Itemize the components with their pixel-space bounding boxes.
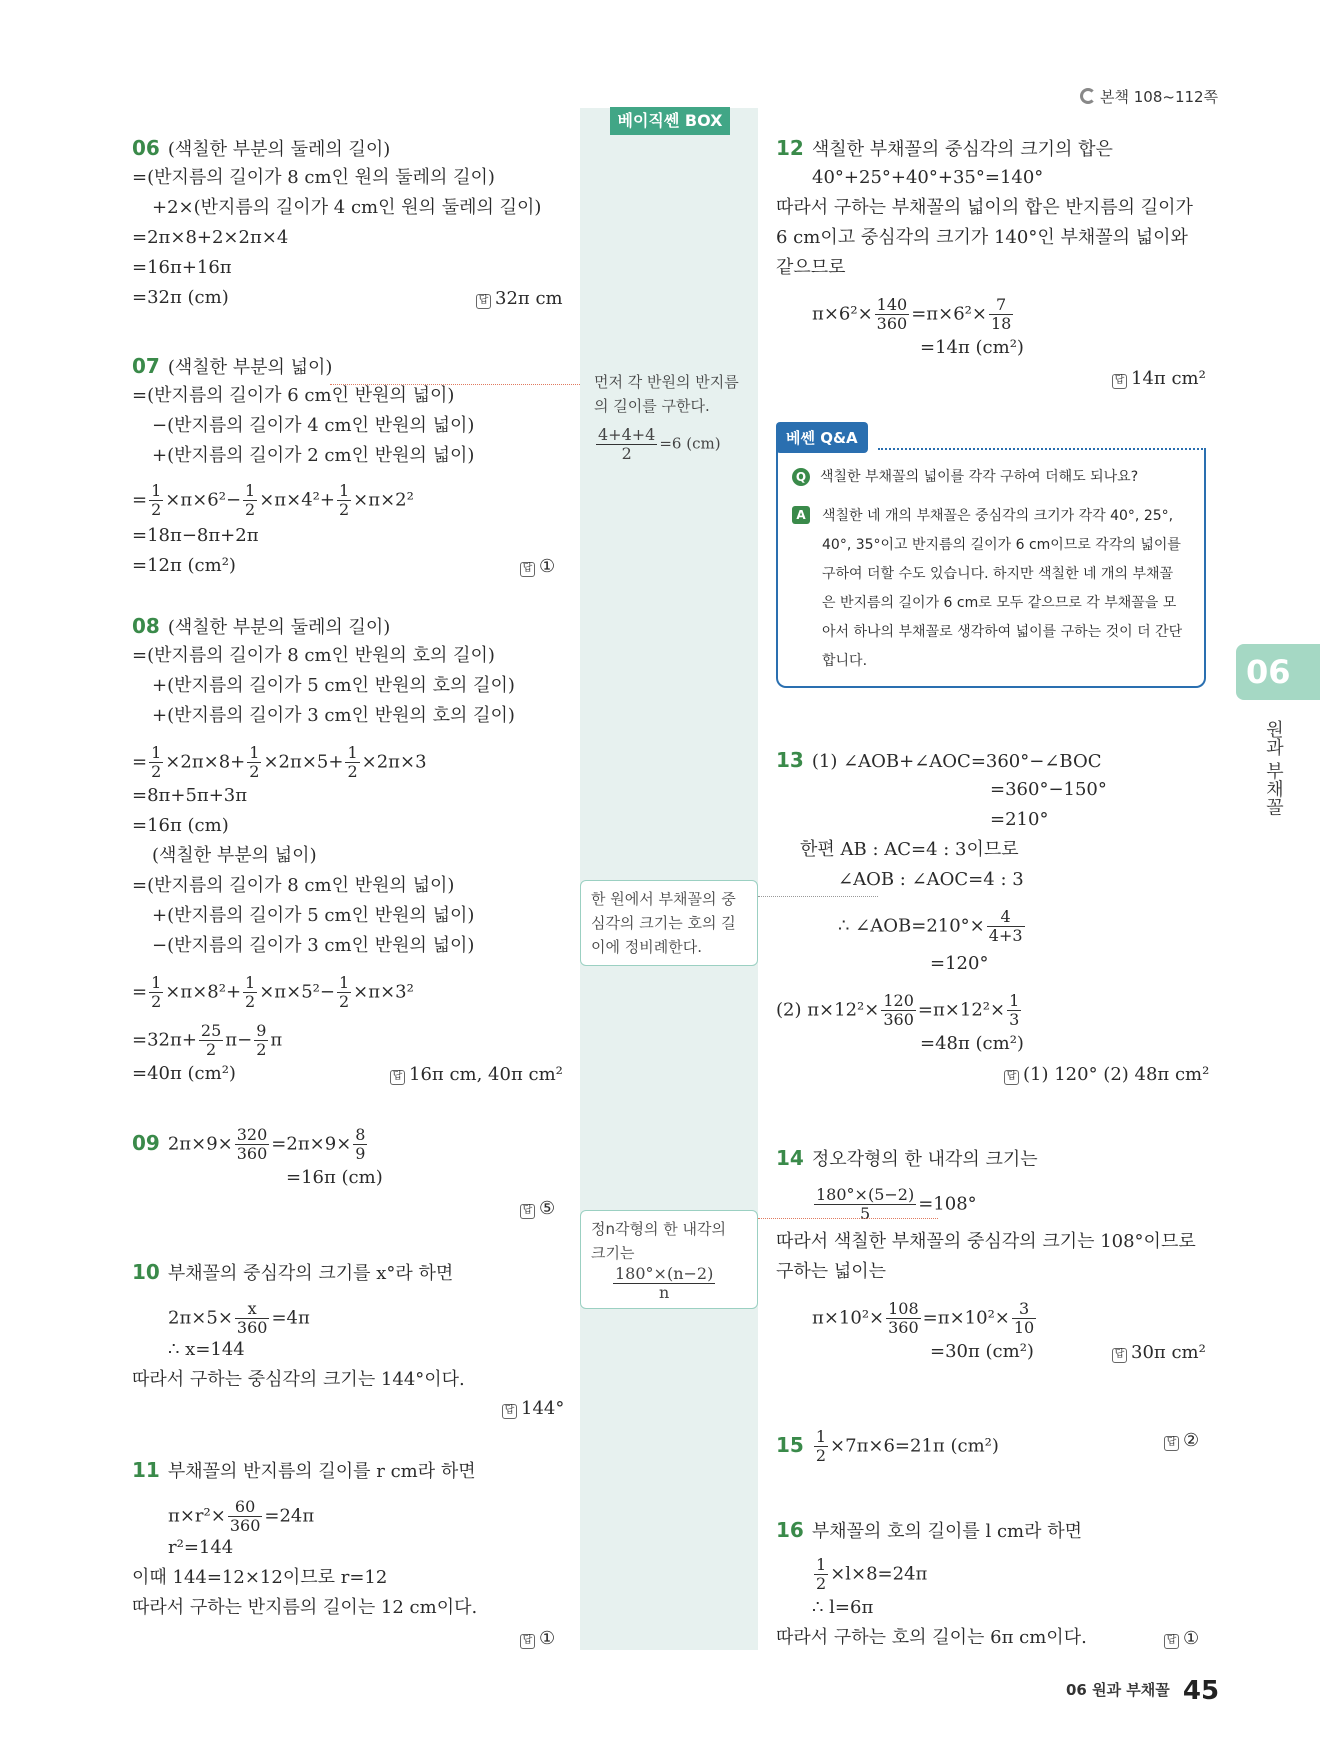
fraction: $\frac{1}{2}$: [245, 973, 256, 1011]
problem-number: 13: [776, 748, 804, 772]
answer-badge-icon: A: [792, 506, 810, 524]
answer: 답 30π cm²: [1112, 1342, 1206, 1363]
chapter-title: 원과 부채꼴: [1263, 720, 1284, 816]
basic-box-label: 베이직쎈 BOX: [610, 107, 730, 135]
answer-icon: 답: [1112, 374, 1127, 389]
fraction: $\frac{320}{360}$: [236, 1125, 268, 1163]
answer-icon: 답: [520, 1204, 535, 1219]
page-number: 45: [1182, 1676, 1220, 1706]
problem-number: 16: [776, 1518, 804, 1542]
answer-icon: 답: [1164, 1436, 1179, 1451]
problem-number: 12: [776, 136, 804, 160]
problem-number: 08: [132, 614, 160, 638]
fraction: $\frac{60}{360}$: [229, 1497, 261, 1535]
answer-icon: 답: [520, 1634, 535, 1649]
answer: 답 (1) 120° (2) 48π cm²: [1004, 1064, 1209, 1085]
fraction: $\frac{180^\circ\times(n-2)}{n}$: [615, 1264, 714, 1302]
answer-icon: 답: [1164, 1634, 1179, 1649]
connector-line: [758, 1218, 938, 1219]
answer-icon: 답: [502, 1404, 517, 1419]
book-icon: [1080, 88, 1096, 104]
fraction: $\frac{1}{2}$: [347, 743, 358, 781]
fraction: $\frac{120}{360}$: [883, 991, 914, 1029]
answer: 답 ⑤: [520, 1198, 555, 1219]
fraction: $\frac{1}{3}$: [1009, 991, 1020, 1029]
problem-number: 09: [132, 1130, 160, 1155]
connector-line: [330, 384, 580, 385]
fraction: $\frac{x}{360}$: [236, 1299, 268, 1337]
fraction: $\frac{140}{360}$: [876, 295, 908, 333]
answer: 답 32π cm: [476, 288, 563, 309]
answer-icon: 답: [520, 562, 535, 577]
fraction: $\frac{1}{2}$: [245, 481, 256, 519]
note-semicircle-radius: 먼저 각 반원의 반지름 의 길이를 구한다. $\frac{4+4+4}{2}$ =6 (cm): [594, 373, 739, 463]
answer-icon: 답: [476, 294, 491, 309]
problem-number: 07: [132, 354, 160, 378]
connector-line: [758, 896, 878, 897]
answer: 답 ①: [520, 556, 555, 577]
answer: 답 14π cm²: [1112, 368, 1206, 389]
answer-icon: 답: [1112, 1348, 1127, 1363]
answer: 답 ①: [520, 1628, 555, 1649]
fraction: $\frac{7}{18}$: [990, 295, 1012, 333]
fraction: $\frac{8}{9}$: [355, 1125, 366, 1163]
fraction: $\frac{4}{4+3}$: [988, 907, 1023, 945]
problem-number: 06: [132, 136, 160, 160]
fraction: $\frac{1}{2}$: [338, 973, 350, 1011]
fraction: $\frac{180^\circ\times(5-2)}{5}$: [816, 1185, 915, 1223]
answer: 답 ①: [1164, 1628, 1199, 1649]
fraction: $\frac{9}{2}$: [256, 1021, 267, 1059]
question-icon: Q: [792, 468, 810, 486]
fraction: $\frac{1}{2}$: [151, 973, 162, 1011]
fraction: $\frac{25}{2}$: [200, 1021, 222, 1059]
fraction: $\frac{4+4+4}{2}$: [598, 425, 656, 463]
fraction: $\frac{1}{2}$: [815, 1427, 827, 1465]
problem-number: 10: [132, 1260, 160, 1284]
answer: 답 144°: [502, 1398, 564, 1419]
fraction: $\frac{108}{360}$: [888, 1299, 919, 1337]
qa-badge: 베쎈 Q&A: [776, 422, 868, 453]
page-footer: 06 원과 부채꼴 45: [1066, 1676, 1220, 1706]
note-polygon-angle: 정n각형의 한 내각의 크기는 $\frac{180^\circ\times(n-2)}{n}$: [580, 1210, 758, 1309]
problem-number: 11: [132, 1458, 160, 1482]
problem-number: 15: [776, 1432, 804, 1457]
fraction: $\frac{1}{2}$: [151, 743, 162, 781]
basic-box-column: [580, 108, 758, 1650]
answer-icon: 답: [1004, 1070, 1019, 1085]
problem-number: 14: [776, 1146, 804, 1170]
fraction: $\frac{1}{2}$: [249, 743, 260, 781]
fraction: $\frac{1}{2}$: [338, 481, 350, 519]
page-reference: 본책 108~112쪽: [1080, 86, 1218, 107]
fraction: $\frac{3}{10}$: [1013, 1299, 1035, 1337]
chapter-tab[interactable]: 06: [1236, 644, 1320, 700]
answer-icon: 답: [390, 1070, 405, 1085]
answer: 답 ②: [1164, 1430, 1199, 1451]
fraction: $\frac{1}{2}$: [816, 1555, 827, 1593]
note-arc-proportion: 한 원에서 부채꼴의 중 심각의 크기는 호의 길 이에 정비례한다.: [580, 880, 758, 966]
answer: 답 16π cm, 40π cm²: [390, 1064, 563, 1085]
fraction: $\frac{1}{2}$: [151, 481, 162, 519]
